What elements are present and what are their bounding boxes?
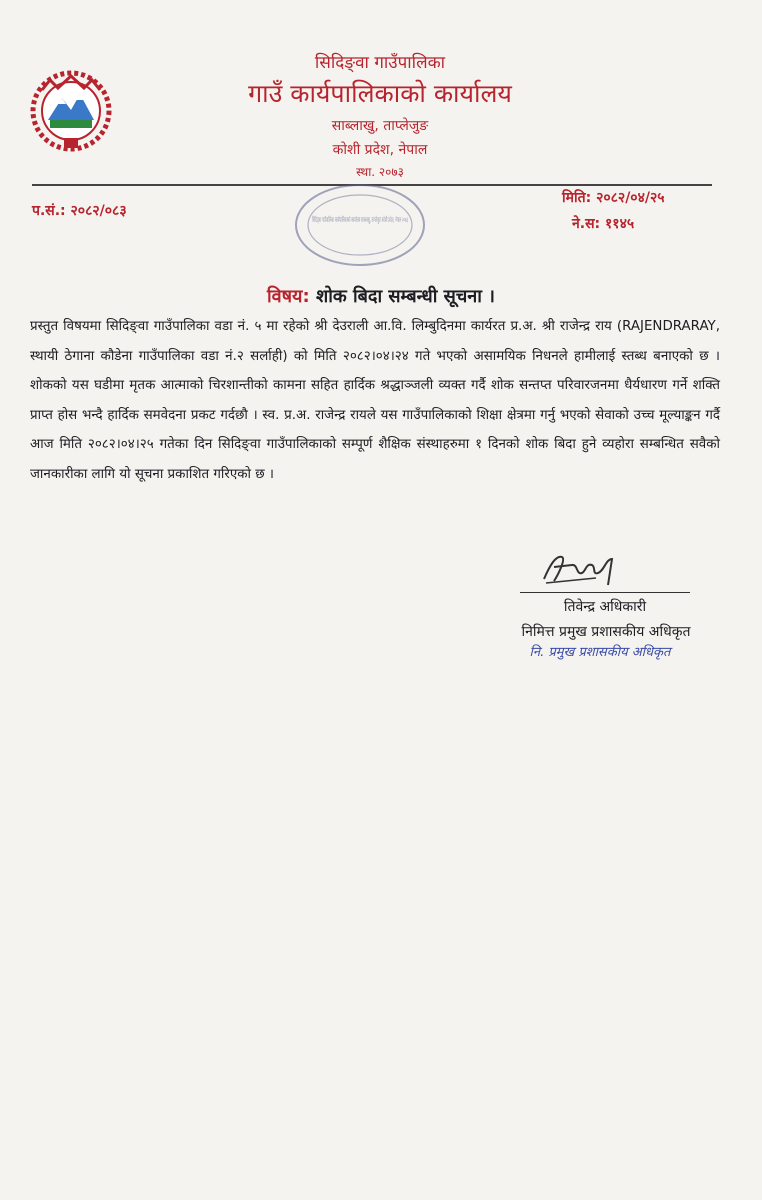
stamp-text: सिदिङ्वा गाउँपालिका कार्यपालिकाको कार्यालय साब्लाखु, ताप्लेजुङ कोशी प्रदेश, नेपाल २०७३ (312, 216, 547, 224)
subject-text: शोक बिदा सम्बन्धी सूचना । (315, 286, 496, 307)
office-address: साब्लाखु, ताप्लेजुङ (331, 118, 429, 134)
designation-stamp: नि. प्रमुख प्रशासकीय अधिकृत (529, 645, 671, 660)
office-stamp-icon (290, 180, 547, 270)
notice-subject (0, 284, 762, 308)
dispatch-number: ने.स: ११४५ (572, 216, 635, 232)
office-province: कोशी प्रदेश, नेपाल (332, 142, 428, 158)
signatory-designation: निमित्त प्रमुख प्रशासकीय अधिकृत (521, 624, 691, 640)
signature-line (520, 592, 690, 593)
notice-body: प्रस्तुत विषयमा सिदिङ्वा गाउँपालिका वडा नं. ५ मा रहेको श्री देउराली आ.वि. लिम्बुदिनमा कार्यरत प्र.अ. श्री राजेन्द्र राय (RAJENDRARAY, स्थायी ठेगाना कौडेना गाउँपालिका वडा नं.२ सर्लाही) को मिति २०८२।०४।२४ गते भएको असामयिक निधनले हामीलाई स्तब्ध बनाएको छ । शोकको यस घडीमा मृतक आत्माको चिरशान्तीको कामना सहित हार्दिक श्रद्धाञ्जली व्यक्त गर्दै शोक सन्तप्त परिवारजनमा धैर्यधारण गर्ने शक्ति प्राप्त होस भन्दै हार्दिक समवेदना प्रकट गर्दछौ । स्व. प्र.अ. राजेन्द्र रायले यस गाउँपालिकाको शिक्षा क्षेत्रमा गर्नु भएको सेवाको उच्च मूल्याङ्कन गर्दै आज मिति २०८२।०४।२५ गतेका दिन सिदिङ्वा गाउँपालिकाको सम्पूर्ण शैक्षिक संस्थाहरुमा १ दिनको शोक बिदा हुने व्यहोरा सम्बन्धित सवैको जानकारीका लागि यो सूचना प्रकाशित गरिएको छ । (30, 319, 720, 482)
municipality-name: सिदिङ्वा गाउँपालिका (314, 53, 446, 73)
subject-label: विषय: (266, 286, 310, 307)
municipality-emblem-icon (28, 66, 114, 152)
signatory-name: तिवेन्द्र अधिकारी (563, 599, 647, 615)
notice-date: मिति: २०८२/०४/२५ (562, 190, 665, 206)
office-name: गाउँ कार्यपालिकाको कार्यालय (248, 79, 512, 108)
reference-number: प.सं.: २०८२/०८३ (32, 203, 127, 219)
established-year: स्था. २०७३ (356, 165, 404, 179)
handwritten-signature-icon (536, 545, 626, 590)
